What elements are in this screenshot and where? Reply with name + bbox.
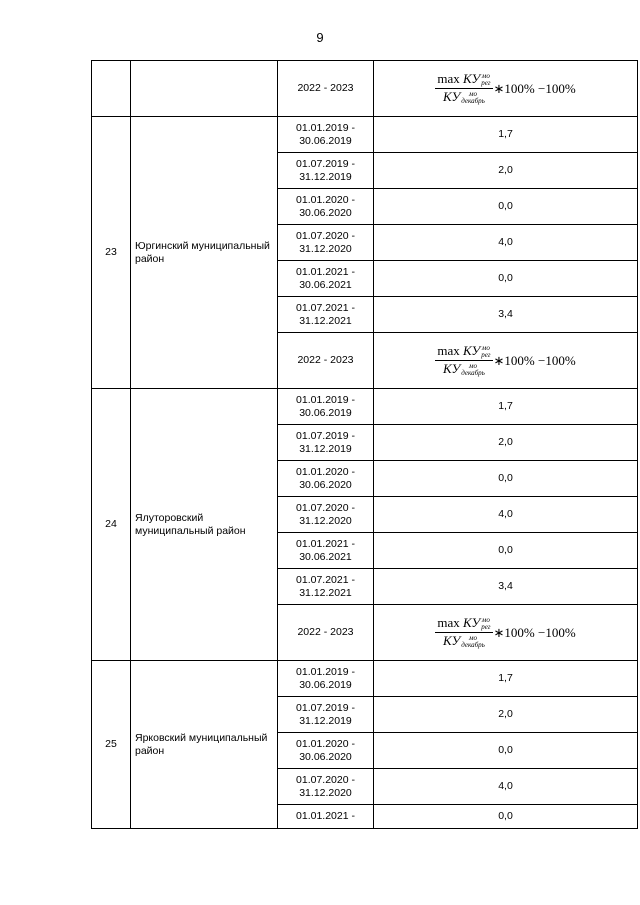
formula-max: max (437, 70, 460, 86)
table-row (92, 61, 638, 117)
table-row (92, 389, 638, 425)
formula (435, 616, 575, 649)
table-row (92, 117, 638, 153)
formula-denominator (441, 633, 487, 649)
formula-max: max (437, 614, 460, 630)
formula-superscript: мо (481, 72, 490, 80)
period-cell: 01.01.2020 - 30.06.2020 (278, 733, 374, 769)
formula-ku: КУ (443, 89, 461, 104)
table-row (92, 661, 638, 697)
formula-superscript: мо (481, 616, 490, 624)
value-cell: 4,0 (374, 497, 638, 533)
formula-subscript: рег (481, 79, 491, 87)
formula-denominator (441, 89, 487, 105)
value-cell: 2,0 (374, 425, 638, 461)
value-cell: 0,0 (374, 805, 638, 829)
district-name: Юргинский муниципальный район (131, 117, 278, 389)
value-cell: 2,0 (374, 153, 638, 189)
formula-indices (481, 617, 490, 631)
formula-indices (461, 363, 485, 377)
formula-subscript: декабрь (461, 369, 485, 378)
value-cell: 1,7 (374, 117, 638, 153)
period-cell: 2022 - 2023 (278, 605, 374, 661)
formula (435, 72, 575, 105)
formula-ku: КУ (462, 614, 481, 630)
period-cell: 01.07.2021 - 31.12.2021 (278, 569, 374, 605)
formula-indices (461, 635, 485, 649)
formula-tail: ∗100% −100% (493, 353, 576, 368)
formula-superscript: мо (481, 344, 490, 352)
row-number: 24 (92, 389, 131, 661)
formula-indices (461, 91, 485, 105)
formula-ku: КУ (443, 361, 461, 376)
formula-superscript: мо (469, 362, 478, 371)
value-cell: 3,4 (374, 297, 638, 333)
period-cell: 01.07.2020 - 31.12.2020 (278, 769, 374, 805)
period-cell: 01.01.2019 - 30.06.2019 (278, 117, 374, 153)
district-name: Ялуторовский муниципальный район (131, 389, 278, 661)
formula-superscript: мо (469, 90, 478, 99)
formula-ku: КУ (443, 633, 461, 648)
formula-tail: ∗100% −100% (493, 625, 576, 640)
value-cell: 0,0 (374, 189, 638, 225)
period-cell: 01.07.2019 - 31.12.2019 (278, 697, 374, 733)
period-cell: 01.07.2019 - 31.12.2019 (278, 153, 374, 189)
value-cell: 1,7 (374, 389, 638, 425)
formula-max: max (437, 342, 460, 358)
period-cell: 01.07.2020 - 31.12.2020 (278, 497, 374, 533)
formula-ku: КУ (462, 70, 481, 86)
formula-subscript: рег (481, 351, 491, 359)
formula (435, 344, 575, 377)
value-cell: 3,4 (374, 569, 638, 605)
formula-subscript: декабрь (461, 97, 485, 106)
period-cell: 2022 - 2023 (278, 61, 374, 117)
value-cell: 2,0 (374, 697, 638, 733)
formula-fraction (435, 616, 492, 649)
formula-ku: КУ (462, 342, 481, 358)
row-number-cell (92, 61, 131, 117)
district-name: Ярковский муниципальный район (131, 661, 278, 829)
period-cell: 01.01.2021 - 30.06.2021 (278, 533, 374, 569)
page-number: 9 (316, 30, 324, 45)
value-cell: 0,0 (374, 261, 638, 297)
value-cell: 0,0 (374, 733, 638, 769)
formula-indices (481, 345, 490, 359)
formula-fraction (435, 72, 492, 105)
formula-tail: ∗100% −100% (493, 81, 576, 96)
row-number: 25 (92, 661, 131, 829)
formula-cell (374, 333, 638, 389)
formula-subscript: рег (481, 623, 491, 631)
value-cell: 0,0 (374, 461, 638, 497)
formula-superscript: мо (469, 634, 478, 643)
value-cell: 4,0 (374, 769, 638, 805)
period-cell: 01.07.2021 - 31.12.2021 (278, 297, 374, 333)
value-cell: 1,7 (374, 661, 638, 697)
value-cell: 4,0 (374, 225, 638, 261)
formula-denominator (441, 361, 487, 377)
row-number: 23 (92, 117, 131, 389)
formula-indices (481, 73, 490, 87)
period-cell: 01.01.2021 - 30.06.2021 (278, 261, 374, 297)
district-name-cell (131, 61, 278, 117)
formula-numerator (435, 72, 492, 89)
period-cell: 01.01.2020 - 30.06.2020 (278, 461, 374, 497)
period-cell: 01.07.2020 - 31.12.2020 (278, 225, 374, 261)
period-cell: 01.07.2019 - 31.12.2019 (278, 425, 374, 461)
formula-numerator (435, 344, 492, 361)
value-cell: 0,0 (374, 533, 638, 569)
formula-numerator (435, 616, 492, 633)
period-cell: 01.01.2020 - 30.06.2020 (278, 189, 374, 225)
period-cell: 01.01.2021 - (278, 805, 374, 829)
formula-fraction (435, 344, 492, 377)
data-table (91, 60, 638, 829)
formula-cell (374, 605, 638, 661)
formula-subscript: декабрь (461, 641, 485, 650)
period-cell: 01.01.2019 - 30.06.2019 (278, 661, 374, 697)
period-cell: 01.01.2019 - 30.06.2019 (278, 389, 374, 425)
formula-cell (374, 61, 638, 117)
period-cell: 2022 - 2023 (278, 333, 374, 389)
